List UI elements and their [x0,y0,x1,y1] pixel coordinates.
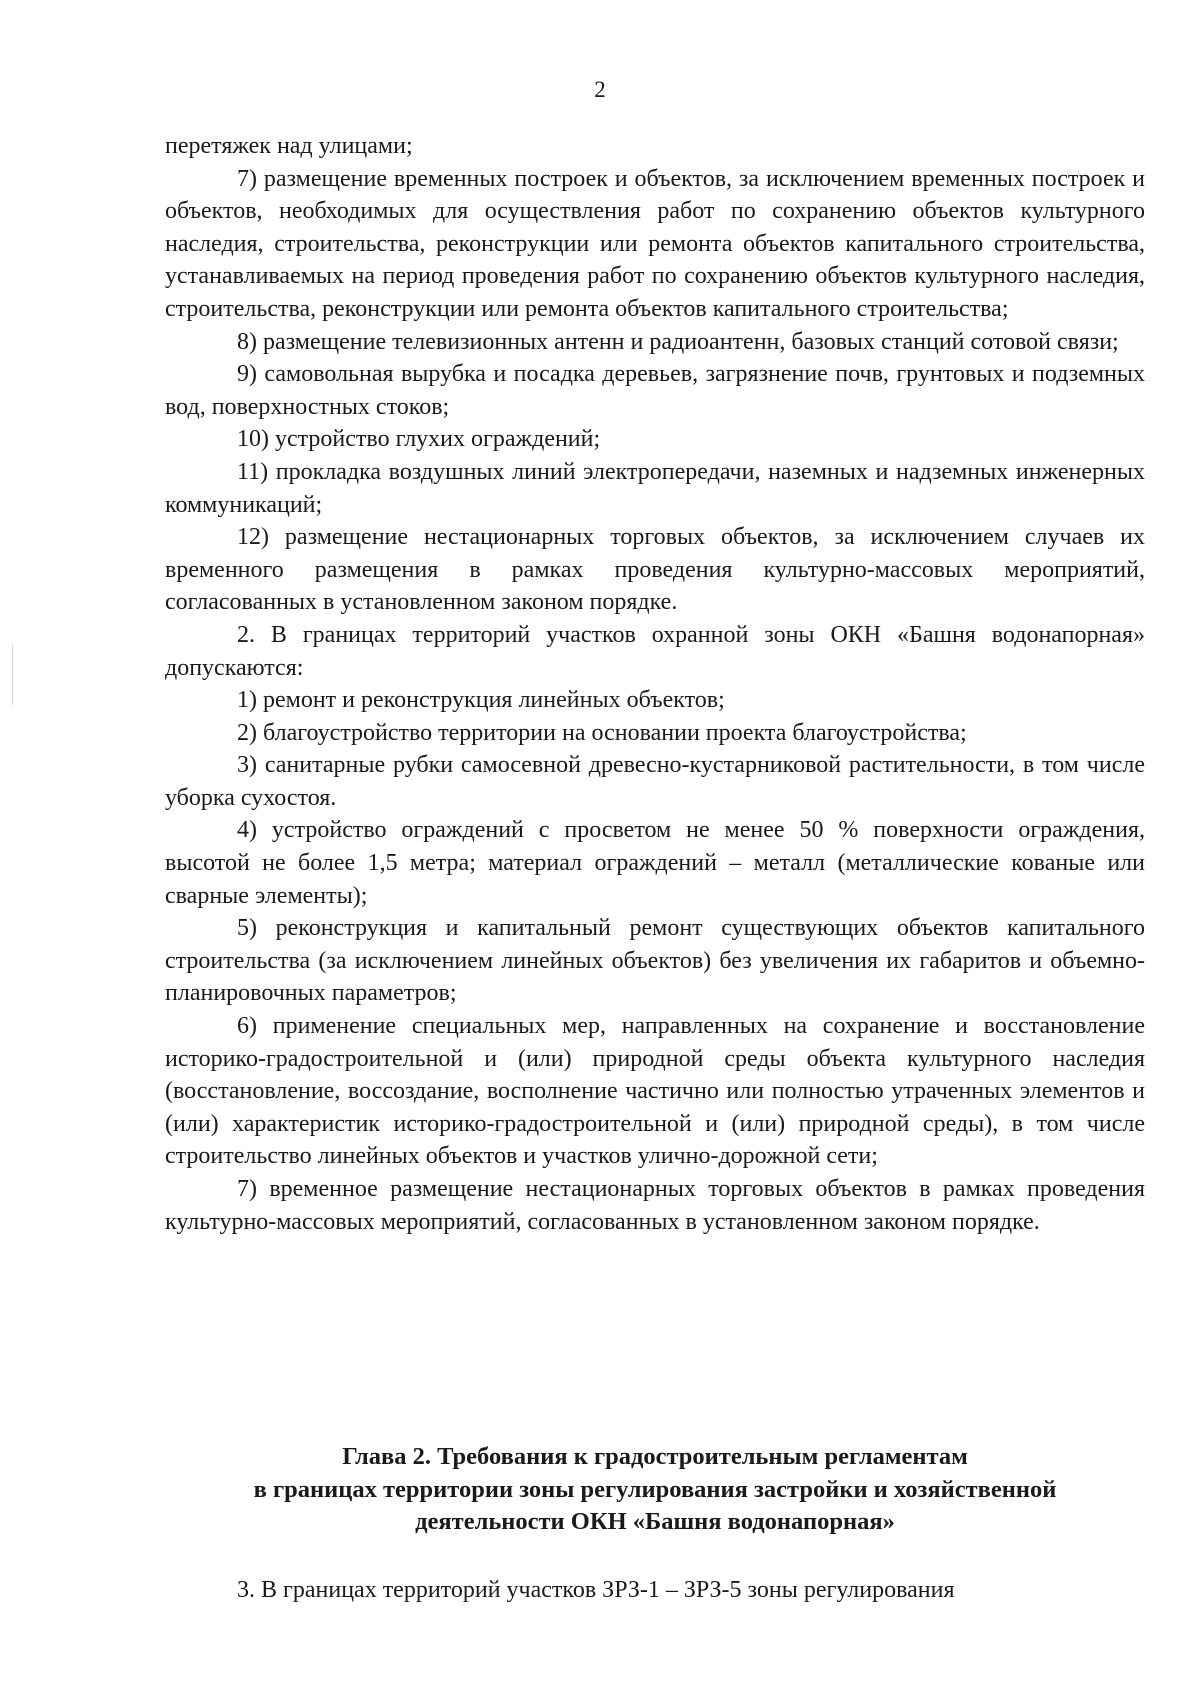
page-number: 2 [594,77,606,102]
paragraph: 10) устройство глухих ограждений; [237,426,601,453]
chapter-heading [165,1441,1145,1539]
scan-artifact [12,645,13,705]
paragraph: 9) самовольная вырубка и посадка деревьев, загрязнение почв, грунтовых и подземных вод, поверхностных стоков; [165,361,1145,420]
paragraph: 3) санитарные рубки самосевной древесно-кустарниковой растительности, в том числе уборка сухостоя. [165,752,1145,811]
paragraph: 5) реконструкция и капитальный ремонт существующих объектов капитального строительства (за исключением линейных объектов) без увеличения их габаритов и объемно-планировочных параметров; [165,915,1145,1007]
paragraph: 7) временное размещение нестационарных торговых объектов в рамках проведения культурно-массовых мероприятий, согласованных в установленном законом порядке. [165,1176,1145,1235]
paragraph: 4) устройство ограждений с просветом не менее 50 % поверхности ограждения, высотой не более 1,5 метра; материал ограждений – металл (металлические кованые или сварные элементы); [165,817,1145,909]
chapter-heading-line: Глава 2. Требования к градостроительным регламентам [342,1443,968,1470]
document-body [165,130,1145,1238]
paragraph: 1) ремонт и реконструкция линейных объектов; [237,687,725,714]
paragraph: 12) размещение нестационарных торговых объектов, за исключением случаев их временного размещения в рамках проведения культурно-массовых мероприятий, согласованных в установленном законом порядке. [165,524,1145,616]
paragraph: 7) размещение временных построек и объектов, за исключением временных построек и объектов, необходимых для осуществления работ по сохранению объектов культурного наследия, строительства, реконструкции или ремонта объектов капитального строительства, устанавливаемых на период проведения работ по сохранению объектов культурного наследия, строительства, реконструкции или ремонта объектов капитального строительства; [165,165,1145,322]
paragraph: 2) благоустройство территории на основании проекта благоустройства; [237,719,967,746]
paragraph: 8) размещение телевизионных антенн и радиоантенн, базовых станций сотовой связи; [237,328,1119,355]
paragraph: 2. В границах территорий участков охранной зоны ОКН «Башня водонапорная» допускаются: [165,621,1145,681]
paragraph: 3. В границах территорий участков ЗРЗ-1 – ЗРЗ-5 зоны регулирования [237,1577,955,1603]
chapter-heading-line: в границах территории зоны регулирования застройки и хозяйственной [253,1475,1057,1503]
chapter-heading-line: деятельности ОКН «Башня водонапорная» [415,1508,895,1536]
paragraph: 6) применение специальных мер, направленных на сохранение и восстановление историко-градостроительной и (или) природной среды объекта культурного наследия (восстановление, воссоздание, восполнение частично или полностью утраченных элементов и (или) характеристик историко-градостроительной и (или) природной среды), в том числе строительство линейных объектов и участков улично-дорожной сети; [165,1013,1145,1170]
paragraph: 11) прокладка воздушных линий электропередачи, наземных и надземных инженерных коммуникаций; [165,458,1145,518]
paragraph: перетяжек над улицами; [165,133,413,159]
